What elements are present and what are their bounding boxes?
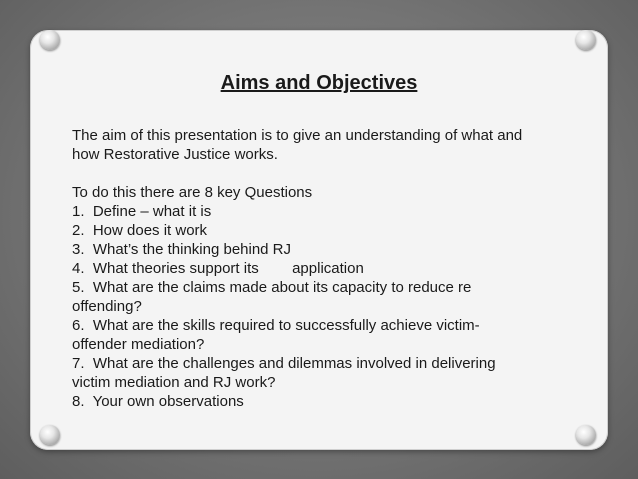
intro-line: The aim of this presentation is to give an understanding of what and: [72, 127, 523, 144]
lead-in-text: To do this there are 8 key Questions: [72, 184, 313, 201]
question-line: victim mediation and RJ work?: [72, 374, 276, 391]
question-line: 4. What theories support its application: [72, 260, 364, 277]
questions-list: [72, 202, 592, 411]
question-line: offending?: [72, 298, 142, 315]
question-line: 3. What’s the thinking behind RJ: [72, 241, 292, 258]
rivet-icon: [40, 425, 60, 445]
question-line: 7. What are the challenges and dilemmas involved in delivering: [72, 355, 496, 372]
rivet-icon: [40, 30, 60, 50]
slide-title: Aims and Objectives: [220, 72, 418, 94]
question-line: offender mediation?: [72, 336, 205, 353]
intro-line: how Restorative Justice works.: [72, 146, 278, 163]
rivet-icon: [576, 425, 596, 445]
question-line: 8. Your own observations: [72, 393, 244, 410]
intro-paragraph: [72, 126, 592, 164]
question-line: 5. What are the claims made about its capacity to reduce re: [72, 279, 472, 296]
question-line: 6. What are the skills required to successfully achieve victim-: [72, 317, 480, 334]
slide-body: [72, 126, 592, 411]
question-line: 1. Define – what it is: [72, 203, 212, 220]
question-line: 2. How does it work: [72, 222, 208, 239]
rivet-icon: [576, 30, 596, 50]
